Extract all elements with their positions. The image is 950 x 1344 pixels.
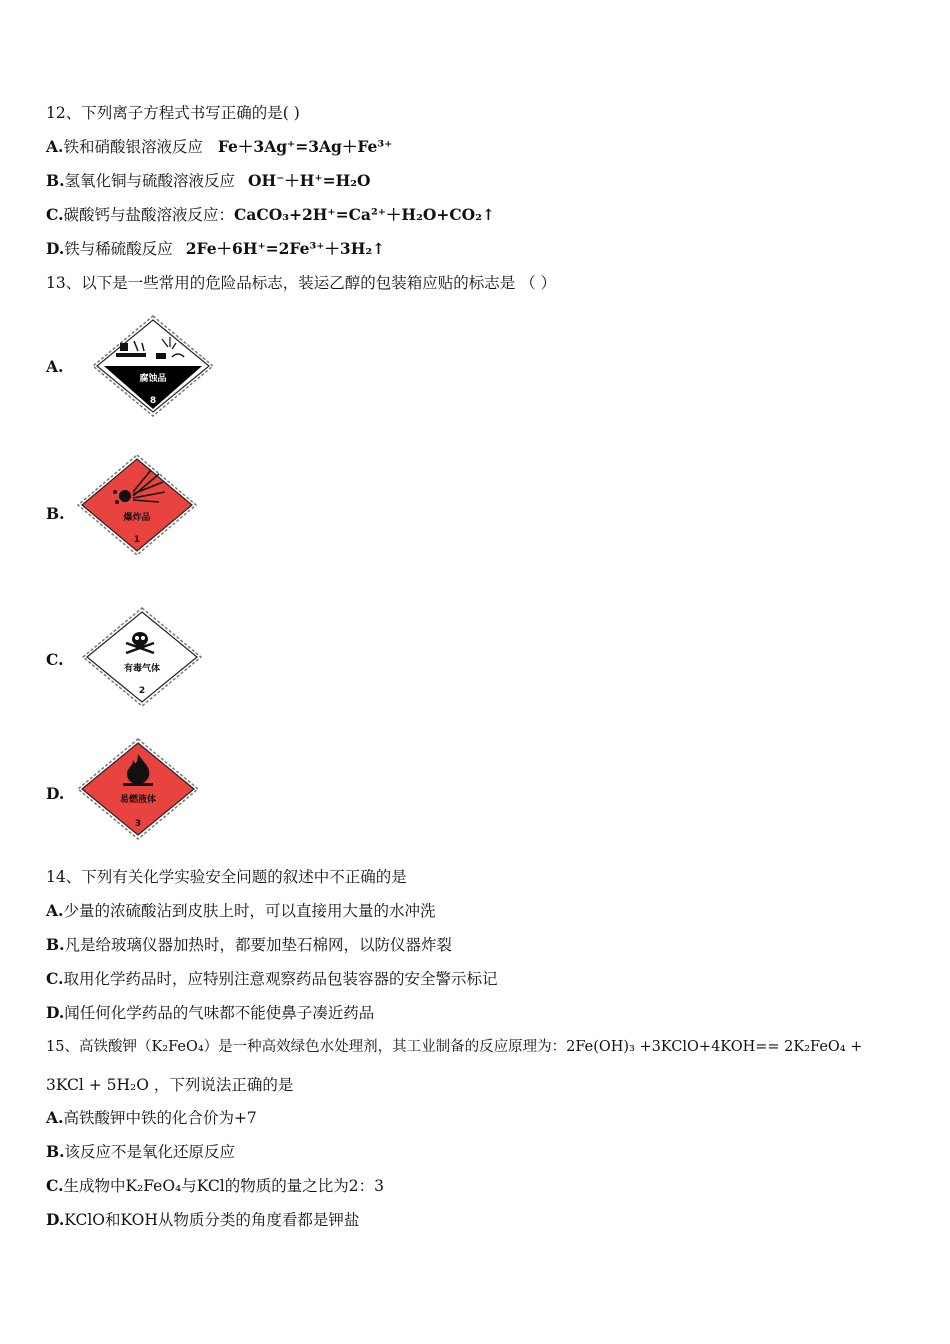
option-key: C. (46, 205, 64, 224)
sign-number: 1 (133, 535, 141, 545)
q15-option-a (46, 1108, 257, 1128)
q14-option-b (46, 935, 452, 955)
q12-option-d (46, 239, 385, 259)
option-text: 高铁酸钾中铁的化合价为+7 (63, 1109, 257, 1127)
option-text: KClO和KOH从物质分类的角度看都是钾盐 (64, 1211, 360, 1229)
corrosive-sign (90, 313, 216, 419)
sign-label: 腐蚀品 (139, 374, 167, 384)
option-key: C. (46, 969, 64, 988)
q12-option-c (46, 205, 495, 225)
option-text: 该反应不是氧化还原反应 (64, 1143, 236, 1161)
q15-option-d (46, 1210, 359, 1230)
q14-option-a (46, 901, 435, 921)
option-formula: OH⁻＋H⁺=H₂O (247, 171, 371, 190)
sign-label: 有毒气体 (123, 664, 161, 674)
sign-number: 2 (138, 686, 146, 696)
q13-option-c-key: C. (46, 650, 64, 669)
option-text: 少量的浓硫酸沾到皮肤上时，可以直接用大量的水冲洗 (63, 902, 436, 920)
option-text: 铁和硝酸银溶液反应 (63, 138, 203, 156)
q15-option-c (46, 1176, 384, 1196)
option-key: C. (46, 1176, 64, 1195)
option-key: D. (46, 239, 65, 258)
option-key: A. (46, 1108, 64, 1127)
option-text: 氢氧化铜与硫酸溶液反应 (64, 172, 236, 190)
q13-stem: 13、以下是一些常用的危险品标志，装运乙醇的包装箱应贴的标志是 （ ） (46, 274, 557, 292)
q12-option-b (46, 171, 371, 191)
sign-number: 3 (134, 819, 142, 829)
q15-option-b (46, 1142, 235, 1162)
q12-stem: 12、下列离子方程式书写正确的是( ) (46, 104, 300, 122)
toxic-gas-sign (80, 605, 204, 709)
option-key: B. (46, 1142, 65, 1161)
sign-number: 8 (149, 396, 157, 406)
option-formula: CaCO₃+2H⁺=Ca²⁺＋H₂O+CO₂↑ (233, 205, 495, 224)
option-text: 铁与稀硫酸反应 (64, 240, 173, 258)
option-key: D. (46, 1003, 65, 1022)
q14-option-d (46, 1003, 374, 1023)
option-text: 生成物中K₂FeO₄与KCl的物质的量之比为2：3 (63, 1177, 384, 1195)
option-text: 闻任何化学药品的气味都不能使鼻子凑近药品 (64, 1004, 375, 1022)
q13-option-b-key: B. (46, 504, 65, 523)
q14-option-c (46, 969, 497, 989)
sign-label: 易燃液体 (119, 795, 157, 805)
q13-option-d-key: D. (46, 784, 65, 803)
option-key: A. (46, 901, 64, 920)
sign-label: 爆炸品 (123, 513, 151, 523)
q15-stem-line2: 3KCl + 5H₂O ，下列说法正确的是 (46, 1076, 294, 1094)
q12-option-a (46, 137, 392, 157)
q14-stem: 14、下列有关化学实验安全问题的叙述中不正确的是 (46, 868, 407, 886)
option-text: 凡是给玻璃仪器加热时，都要加垫石棉网，以防仪器炸裂 (64, 936, 453, 954)
q13-option-a-key: A. (46, 357, 64, 376)
option-text: 取用化学药品时，应特别注意观察药品包装容器的安全警示标记 (63, 970, 498, 988)
option-key: D. (46, 1210, 65, 1229)
option-key: B. (46, 171, 65, 190)
q15-stem-line1: 15、高铁酸钾（K₂FeO₄）是一种高效绿色水处理剂，其工业制备的反应原理为：2Fe(OH)₃ +3KClO+4KOH== 2K₂FeO₄ + (46, 1039, 863, 1055)
option-formula: Fe＋3Ag⁺=3Ag＋Fe³⁺ (217, 137, 393, 156)
option-text: 碳酸钙与盐酸溶液反应： (63, 206, 234, 224)
option-key: A. (46, 137, 64, 156)
explosive-sign (75, 452, 199, 558)
flammable-liquid-sign (75, 736, 201, 842)
option-formula: 2Fe＋6H⁺=2Fe³⁺＋3H₂↑ (185, 239, 386, 258)
option-key: B. (46, 935, 65, 954)
